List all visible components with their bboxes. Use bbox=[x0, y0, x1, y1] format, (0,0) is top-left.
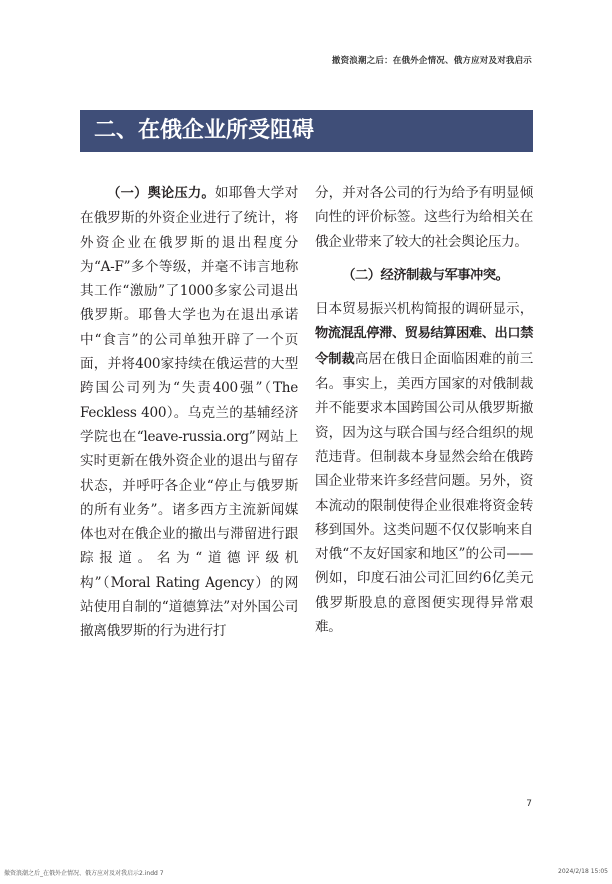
running-header: 撤资浪潮之后：在俄外企情况、俄方应对及对我启示 bbox=[331, 56, 532, 66]
section-title: 二、在俄企业所受阻碍 bbox=[80, 110, 533, 152]
paragraph-sanctions-rest: 高居在俄日企面临困难的前三名。事实上，美西方国家的对俄制裁并不能要求本国跨国公司从俄罗斯撤资，因为这与联合国与经合组织的规范违背。但制裁本身显然会给在俄跨国企业带来许多经营问题。另外，资本流动的限制使得企业很难将资金转移到国外。这类问题不仅仅影响来自对俄“不友好国家和地区”的公司——例如，印度石油公司汇回约6亿美元俄罗斯股息的意图便实现得异常艰难。 bbox=[315, 350, 533, 636]
right-column bbox=[315, 181, 533, 639]
paragraph-public-opinion-continued: 分，并对各公司的行为给予有明显倾向性的评价标签。这些行为给相关在俄企业带来了较大的社会舆论压力。 bbox=[315, 185, 533, 250]
subheading-public-opinion: （一）舆论压力。 bbox=[107, 186, 215, 201]
paragraph-public-opinion bbox=[80, 181, 298, 644]
paragraph-sanctions-heading bbox=[315, 263, 533, 288]
subheading-sanctions: （二）经济制裁与军事冲突。 bbox=[342, 267, 509, 283]
footer-date-info: 2024/2/18 15:05 bbox=[558, 868, 608, 875]
page-number: 7 bbox=[526, 799, 532, 809]
paragraph-sanctions-emphasis: 物流混乱停滞、贸易结算困难、出口禁令制裁 bbox=[315, 326, 533, 367]
left-column bbox=[80, 181, 298, 644]
paragraph-public-opinion-text: 如耶鲁大学对在俄罗斯的外资企业进行了统计，将外资企业在俄罗斯的退出程度分为“A-F”多个等级，并毫不讳言地称其工作“激励”了1000多家公司退出俄罗斯。耶鲁大学也为在退出承诺中“食言”的公司单独开辟了一个页面，并将400家持续在俄运营的大型跨国公司列为“失责400强”（The Feckless 400）。乌克兰的基辅经济学院也在“leave-russia.org”网站上实时更新在俄外资企业的退出与留存状态，并呼吁各企业“停止与俄罗斯的所有业务”。诸多西方主流新闻媒体也对在俄企业的撤出与滞留进行跟踪报道。名为“道德评级机构”（Moral Rating Agency）的网站使用自制的“道德算法”对外国公司撤离俄罗斯的行为进行打 bbox=[80, 185, 298, 640]
footer-file-info: 撤资浪潮之后_在俄外企情况、俄方应对及对我启示2.indd 7 bbox=[4, 870, 164, 877]
paragraph-sanctions bbox=[315, 297, 533, 639]
paragraph-sanctions-lead: 日本贸易振兴机构简报的调研显示， bbox=[315, 301, 533, 318]
